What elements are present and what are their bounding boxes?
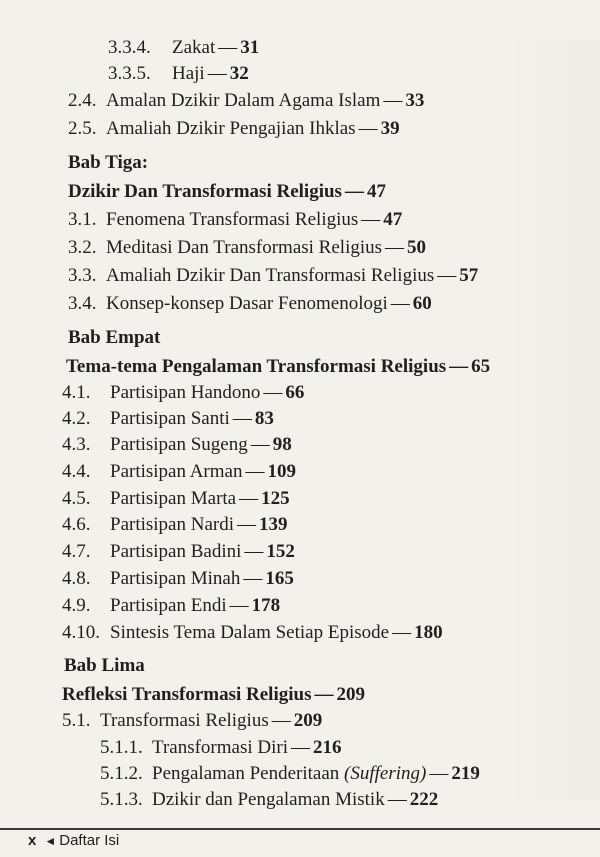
entry-number: 3.2. [68,237,97,258]
chapter-label: Bab Tiga: [68,152,149,173]
entry-number: 3.3. [68,265,97,286]
toc-page: 3.3.4. Zakat — 31 3.3.5. Haji — 32 2.4. Amalan Dzikir Dalam Agama Islam — 33 2.5. Amaliah Dzikir Pengajian Ihklas — 39 Bab Tiga: Dzikir Dan Transformasi Religius — 47 3.1. Fenomena Transformasi Religius — 47 3.2. Meditasi Dan Transformasi Religius — 50 3.3. Amaliah Dzikir Dan Transformasi Religius — 57 3.4. Konsep-konsep Dasar Fenomenologi — 60 Bab Empat Tema-tema Pengalaman Transformasi Religius — 65 4.1. Partisipan Handono — 66 4.2. Partisipan Santi — 83 4.3. Partisipan Sugeng — 98 4.4. Partisipan Arman — 109 4.5. Partisipan Marta — 125 4.6. Partisipan Nardi — 139 4.7. Partisipan Badini — 152 4.8. Partisipan Minah — 165 4.9. Partisipan Endi — 178 4.10. Sintesis Tema Dalam Setiap Episode — 180 Bab Lima Refleksi Transformasi Religius — 209 5.1. Transformasi Religius — 209 5.1.1. Transformasi Diri — 216 5.1.2. Pengalaman Penderitaan (Suffering) — 219 5.1.3. Dzikir dan Pengalaman Mistik — 222 x ◄ Daftar Isi [0,0,600,857]
entry-number: 5.1.3. [100,789,143,810]
entry-title: Partisipan Endi [110,595,227,616]
entry-page: 152 [266,541,295,562]
entry-page: 47 [383,209,403,230]
entry-number: 2.4. [68,90,97,111]
entry-number: 3.3.5. [108,63,151,84]
page-numeral: x [28,832,37,849]
chapter-label: Bab Lima [64,655,145,676]
entry-page: 216 [313,737,342,758]
entry-number: 4.7. [62,541,91,562]
entry-page: 180 [414,622,443,643]
entry-title: Partisipan Marta [110,488,237,509]
entry-number: 4.4. [62,461,91,482]
entry-number: 4.9. [62,595,91,616]
entry-title: Partisipan Handono [110,382,261,403]
chapter-title: Dzikir Dan Transformasi Religius — 47 [68,181,386,202]
left-arrow-icon: ◄ [44,834,57,848]
entry-number: 5.1. [62,710,91,731]
entry-number: 3.4. [68,293,97,314]
entry-page: 60 [412,293,432,314]
entry-page: 165 [265,568,294,589]
entry-page: 47 [366,181,386,202]
entry-title: Haji [172,63,205,84]
entry-number: 4.2. [62,408,91,429]
entry-page: 32 [229,63,249,84]
page-footer [28,832,119,849]
entry-page: 50 [407,237,427,258]
entry-title: Dzikir dan Pengalaman Mistik [152,789,385,810]
entry-page: 31 [240,37,260,58]
entry-page: 209 [336,684,365,705]
entry-number: 4.1. [62,382,91,403]
entry-page: 98 [272,434,292,455]
entry-title: Konsep-konsep Dasar Fenomenologi [106,293,388,314]
entry-number: 4.8. [62,568,91,589]
entry-number: 4.6. [62,514,91,535]
entry-page: 178 [251,595,281,616]
entry-page: 66 [285,382,305,403]
chapter-title: Refleksi Transformasi Religius — 209 [62,684,365,705]
entry-title: Partisipan Arman [110,461,243,482]
chapter-title: Tema-tema Pengalaman Transformasi Religius — 65 [66,356,491,377]
entry-title: Partisipan Minah [110,568,241,589]
entry-page: 222 [409,789,439,810]
entry-title: Amalan Dzikir Dalam Agama Islam [106,90,381,111]
entry-title: Partisipan Sugeng [110,434,248,455]
entry-title: Partisipan Nardi [110,514,235,535]
entry-page: 33 [405,90,425,111]
entry-number: 3.1. [68,209,97,230]
entry-title: Partisipan Santi [110,408,230,429]
entry-title: Pengalaman Penderitaan [152,763,340,784]
entry-page: 109 [267,461,296,482]
entry-title-italic: (Suffering) [344,763,427,784]
entry-title: Amaliah Dzikir Dan Transformasi Religius [106,265,435,286]
entry-page: 65 [471,356,491,377]
entry-title: Zakat [172,37,216,58]
entry-page: 57 [459,265,479,286]
entry-page: 139 [259,514,288,535]
footer-label: Daftar Isi [59,832,120,849]
entry-number: 4.3. [62,434,91,455]
footer-rule [0,828,600,830]
entry-title: Meditasi Dan Transformasi Religius [106,237,383,258]
entry-page: 209 [293,710,323,731]
entry-page: 83 [254,408,274,429]
entry-title: Transformasi Diri [152,737,288,758]
entry-title: Transformasi Religius [100,710,269,731]
entry-page: 219 [451,763,480,784]
entry-number: 3.3.4. [108,37,151,58]
entry-title: Sintesis Tema Dalam Setiap Episode [110,622,390,643]
entry-number: 5.1.2. [100,763,143,784]
entry-number: 2.5. [68,118,97,139]
entry-title: Partisipan Badini [110,541,242,562]
entry-number: 5.1.1. [100,737,143,758]
entry-page: 39 [380,118,400,139]
show-through [510,40,600,800]
entry-number: 4.5. [62,488,91,509]
entry-number: 4.10. [62,622,100,643]
entry-title: Fenomena Transformasi Religius [106,209,359,230]
chapter-label: Bab Empat [68,327,161,348]
entry-title: Amaliah Dzikir Pengajian Ihklas [106,118,356,139]
entry-page: 125 [261,488,290,509]
